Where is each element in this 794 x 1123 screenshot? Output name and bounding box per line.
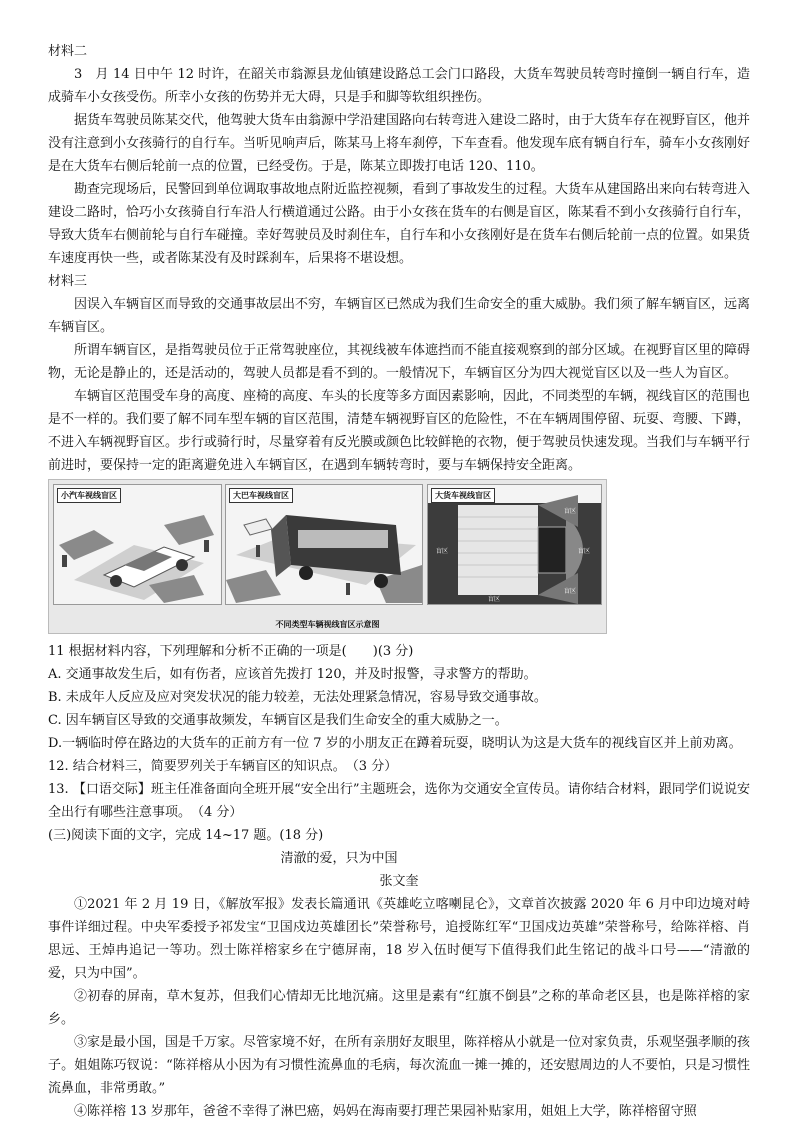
bus-blind-zone-panel [225,484,423,605]
figure-caption: 不同类型车辆视线盲区示意图 [275,620,380,629]
truck-zone-label-1: 盲区 [564,508,577,515]
article-author: 张文奎 [379,874,419,889]
material2-heading: 材料二 [48,44,88,59]
material3-heading: 材料三 [48,274,88,289]
truck-panel-label: 大货车视线盲区 [431,488,495,503]
section3-instruction: (三)阅读下面的文字，完成 14~17 题。(18 分) [48,828,324,843]
truck-zone-label-2: 盲区 [578,548,591,555]
question-11-option-a: A. 交通事故发生后，如有伤者，应该首先拨打 120，并及时报警，寻求警方的帮助。 [48,667,537,682]
bus-panel-label: 大巴车视线盲区 [229,488,293,503]
question-11-option-b: B. 未成年人反应及应对突发状况的能力较差，无法处理紧急情况，容易导致交通事故。 [48,690,547,705]
material2-paragraph-2: 据货车驾驶员陈某交代，他驾驶大货车由翁源中学沿建国路向右转弯进入建设二路时，由于大货车存在视野盲区，他并没有注意到小女孩骑行的自行车。当听见响声后，陈某马上将车刹停，下车查看。他发现车底有辆自行车，骑车小女孩刚好是在大货车右侧后轮前一点的位置，已经受伤。于是，陈某立即拨打电话 120、110。 [48,113,751,174]
truck-blind-zone-panel [427,484,602,605]
material3-paragraph-3: 车辆盲区范围受车身的高度、座椅的高度、车头的长度等多方面因素影响，因此，不同类型的车辆，视线盲区的范围也是不一样的。我们要了解不同车型车辆的盲区范围，清楚车辆视野盲区的危险性，不在车辆周围停留、玩耍、弯腰、下蹲，不进入车辆视野盲区。步行或骑行时，尽量穿着有反光膜或颜色比较鲜艳的衣物，便于驾驶员快速发现。当我们与车辆平行前进时，要保持一定的距离避免进入车辆盲区，在遇到车辆转弯时，要与车辆保持安全距离。 [48,389,751,473]
material3-paragraph-1: 因误入车辆盲区而导致的交通事故层出不穷，车辆盲区已然成为我们生命安全的重大威胁。我们须了解车辆盲区，远离车辆盲区。 [48,297,751,335]
question-11-option-c: C. 因车辆盲区导致的交通事故频发，车辆盲区是我们生命安全的重大威胁之一。 [48,713,508,728]
article-paragraph-1: ①2021 年 2 月 19 日，《解放军报》发表长篇通讯《英雄屹立喀喇昆仑》，文章首次披露 2020 年 6 月中印边境对峙事件详细过程。中央军委授予祁发宝“卫国戍边英雄团长”荣誉称号，追授陈红军“卫国戍边英雄”荣誉称号，给陈祥榕、肖思远、王焯冉追记一等功。烈士陈祥榕家乡在宁德屏南，18 岁入伍时便写下值得我们此生铭记的战斗口号——“清澈的爱，只为中国”。 [48,897,750,981]
truck-zone-label-3: 盲区 [564,588,577,595]
exam-page [48,40,750,1123]
blind-zone-figure [48,479,607,634]
question-12: 12. 结合材料三，简要罗列关于车辆盲区的知识点。 （3 分） [48,759,398,774]
article-title: 清澈的爱，只为中国 [280,851,398,866]
article-paragraph-3: ③家是最小国，国是千万家。尽管家境不好，在所有亲朋好友眼里，陈祥榕从小就是一位对家负责，乐观坚强孝顺的孩子。姐姐陈巧钗说：“陈祥榕从小因为有习惯性流鼻血的毛病，每次流血一摊一摊的，还安慰周边的人不要怕，只是习惯性流鼻血，非常勇敢。” [48,1035,751,1096]
article-paragraph-2: ②初春的屏南，草木复苏，但我们心情却无比地沉痛。这里是素有“红旗不倒县”之称的革命老区县，也是陈祥榕的家乡。 [48,989,750,1027]
question-11-option-d: D.一辆临时停在路边的大货车的正前方有一位 7 岁的小朋友正在蹲着玩耍，晓明认为这是大货车的视线盲区并上前劝离。 [48,736,742,751]
question-13: 13. 【口语交际】班主任准备面向全班开展“安全出行”主题班会，选你为交通安全宣传员。请你结合材料，跟同学们说说安全出行有哪些注意事项。 （4 分） [48,782,750,820]
material3-paragraph-2: 所谓车辆盲区，是指驾驶员位于正常驾驶座位，其视线被车体遮挡而不能直接观察到的部分区域。在视野盲区里的障碍物，无论是静止的，还是活动的，驾驶人员都是看不到的。一般情况下，车辆盲区分为四大视觉盲区以及一些人为盲区。 [48,343,751,381]
car-blind-zone-panel [53,484,222,605]
truck-zone-label-5: 盲区 [488,596,501,603]
material2-paragraph-1: 3 月 14 日中午 12 时许，在韶关市翁源县龙仙镇建设路总工会门口路段，大货车驾驶员转弯时撞倒一辆自行车，造成骑车小女孩受伤。所幸小女孩的伤势并无大碍，只是手和脚等软组织挫伤。 [48,67,750,105]
car-panel-label: 小汽车视线盲区 [57,488,121,503]
article-paragraph-4: ④陈祥榕 13 岁那年，爸爸不幸得了淋巴癌，妈妈在海南要打理芒果园补贴家用，姐姐上大学，陈祥榕留守照 [74,1104,697,1119]
truck-zone-label-4: 盲区 [436,548,449,555]
question-11: 11 根据材料内容，下列理解和分析不正确的一项是( )(3 分) [48,644,414,659]
material2-paragraph-3: 勘查完现场后，民警回到单位调取事故地点附近监控视频，看到了事故发生的过程。大货车从建国路出来向右转弯进入建设二路时，恰巧小女孩骑自行车沿人行横道通过公路。由于小女孩在货车的右侧是盲区，陈某看不到小女孩骑行自行车，导致大货车右侧前轮与自行车碰撞。幸好驾驶员及时刹住车，自行车和小女孩刚好是在货车右侧后轮前一点的位置。如果货车速度再快一些，或者陈某没有及时踩刹车，后果将不堪设想。 [48,182,751,266]
